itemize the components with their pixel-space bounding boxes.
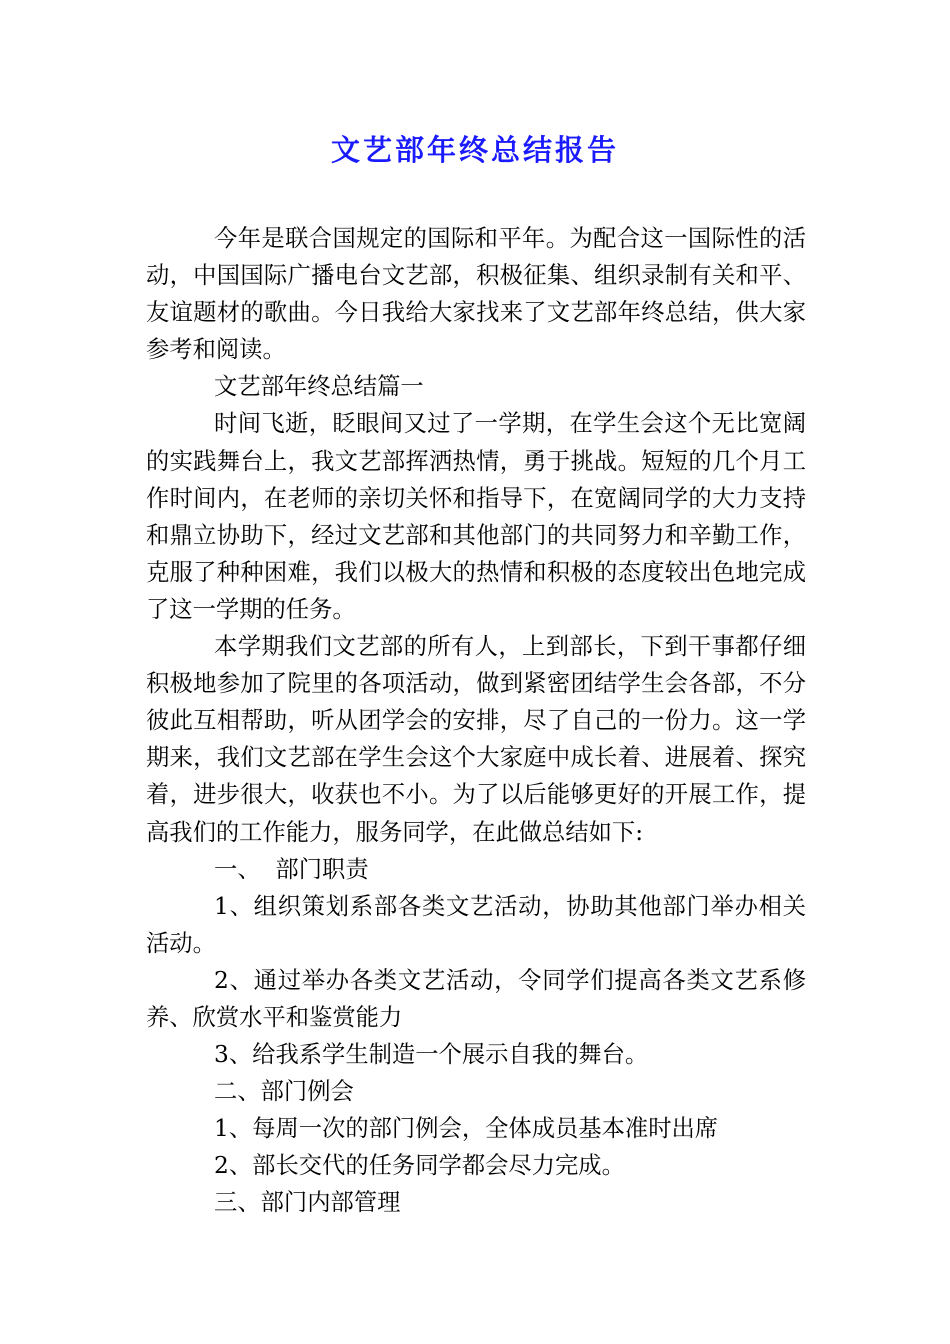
list-item: 2、部长交代的任务同学都会尽力完成。 — [214, 1152, 625, 1180]
document-title: 文艺部年终总结报告 — [330, 133, 619, 167]
list-item: 1、每周一次的部门例会，全体成员基本准时出席 — [214, 1115, 719, 1143]
list-item: 3、给我系学生制造一个展示自我的舞台。 — [214, 1041, 649, 1069]
list-item: 1、组织策划系部各类文艺活动，协助其他部门举办相关活动。 — [146, 892, 806, 957]
section-heading-duties: 一、 部门职责 — [214, 855, 369, 883]
section-heading-meetings: 二、部门例会 — [214, 1078, 354, 1106]
document-body — [146, 220, 806, 1222]
body-paragraph: 本学期我们文艺部的所有人，上到部长，下到干事都仔细积极地参加了院里的各项活动，做到紧密团结学生会各部，不分彼此互相帮助，听从团学会的安排，尽了自己的一份力。这一学期来，我们文艺部在学生会这个大家庭中成长着、进展着、探究着，进步很大，收获也不小。为了以后能够更好的开展工作，提高我们的工作能力，服务同学，在此做总结如下: — [146, 633, 806, 846]
section-heading-internal-management: 三、部门内部管理 — [214, 1189, 401, 1217]
section-heading-part-one: 文艺部年终总结篇一 — [214, 373, 424, 401]
body-paragraph: 时间飞逝，眨眼间又过了一学期，在学生会这个无比宽阔的实践舞台上，我文艺部挥洒热情，勇于挑战。短短的几个月工作时间内，在老师的亲切关怀和指导下，在宽阔同学的大力支持和鼎立协助下，经过文艺部和其他部门的共同努力和辛勤工作，克服了种种困难，我们以极大的热情和积极的态度较出色地完成了这一学期的任务。 — [146, 410, 806, 623]
intro-paragraph: 今年是联合国规定的国际和平年。为配合这一国际性的活动，中国国际广播电台文艺部，积极征集、组织录制有关和平、友谊题材的歌曲。今日我给大家找来了文艺部年终总结，供大家参考和阅读。 — [146, 225, 806, 364]
list-item: 2、通过举办各类文艺活动，令同学们提高各类文艺系修养、欣赏水平和鉴赏能力 — [146, 966, 806, 1031]
